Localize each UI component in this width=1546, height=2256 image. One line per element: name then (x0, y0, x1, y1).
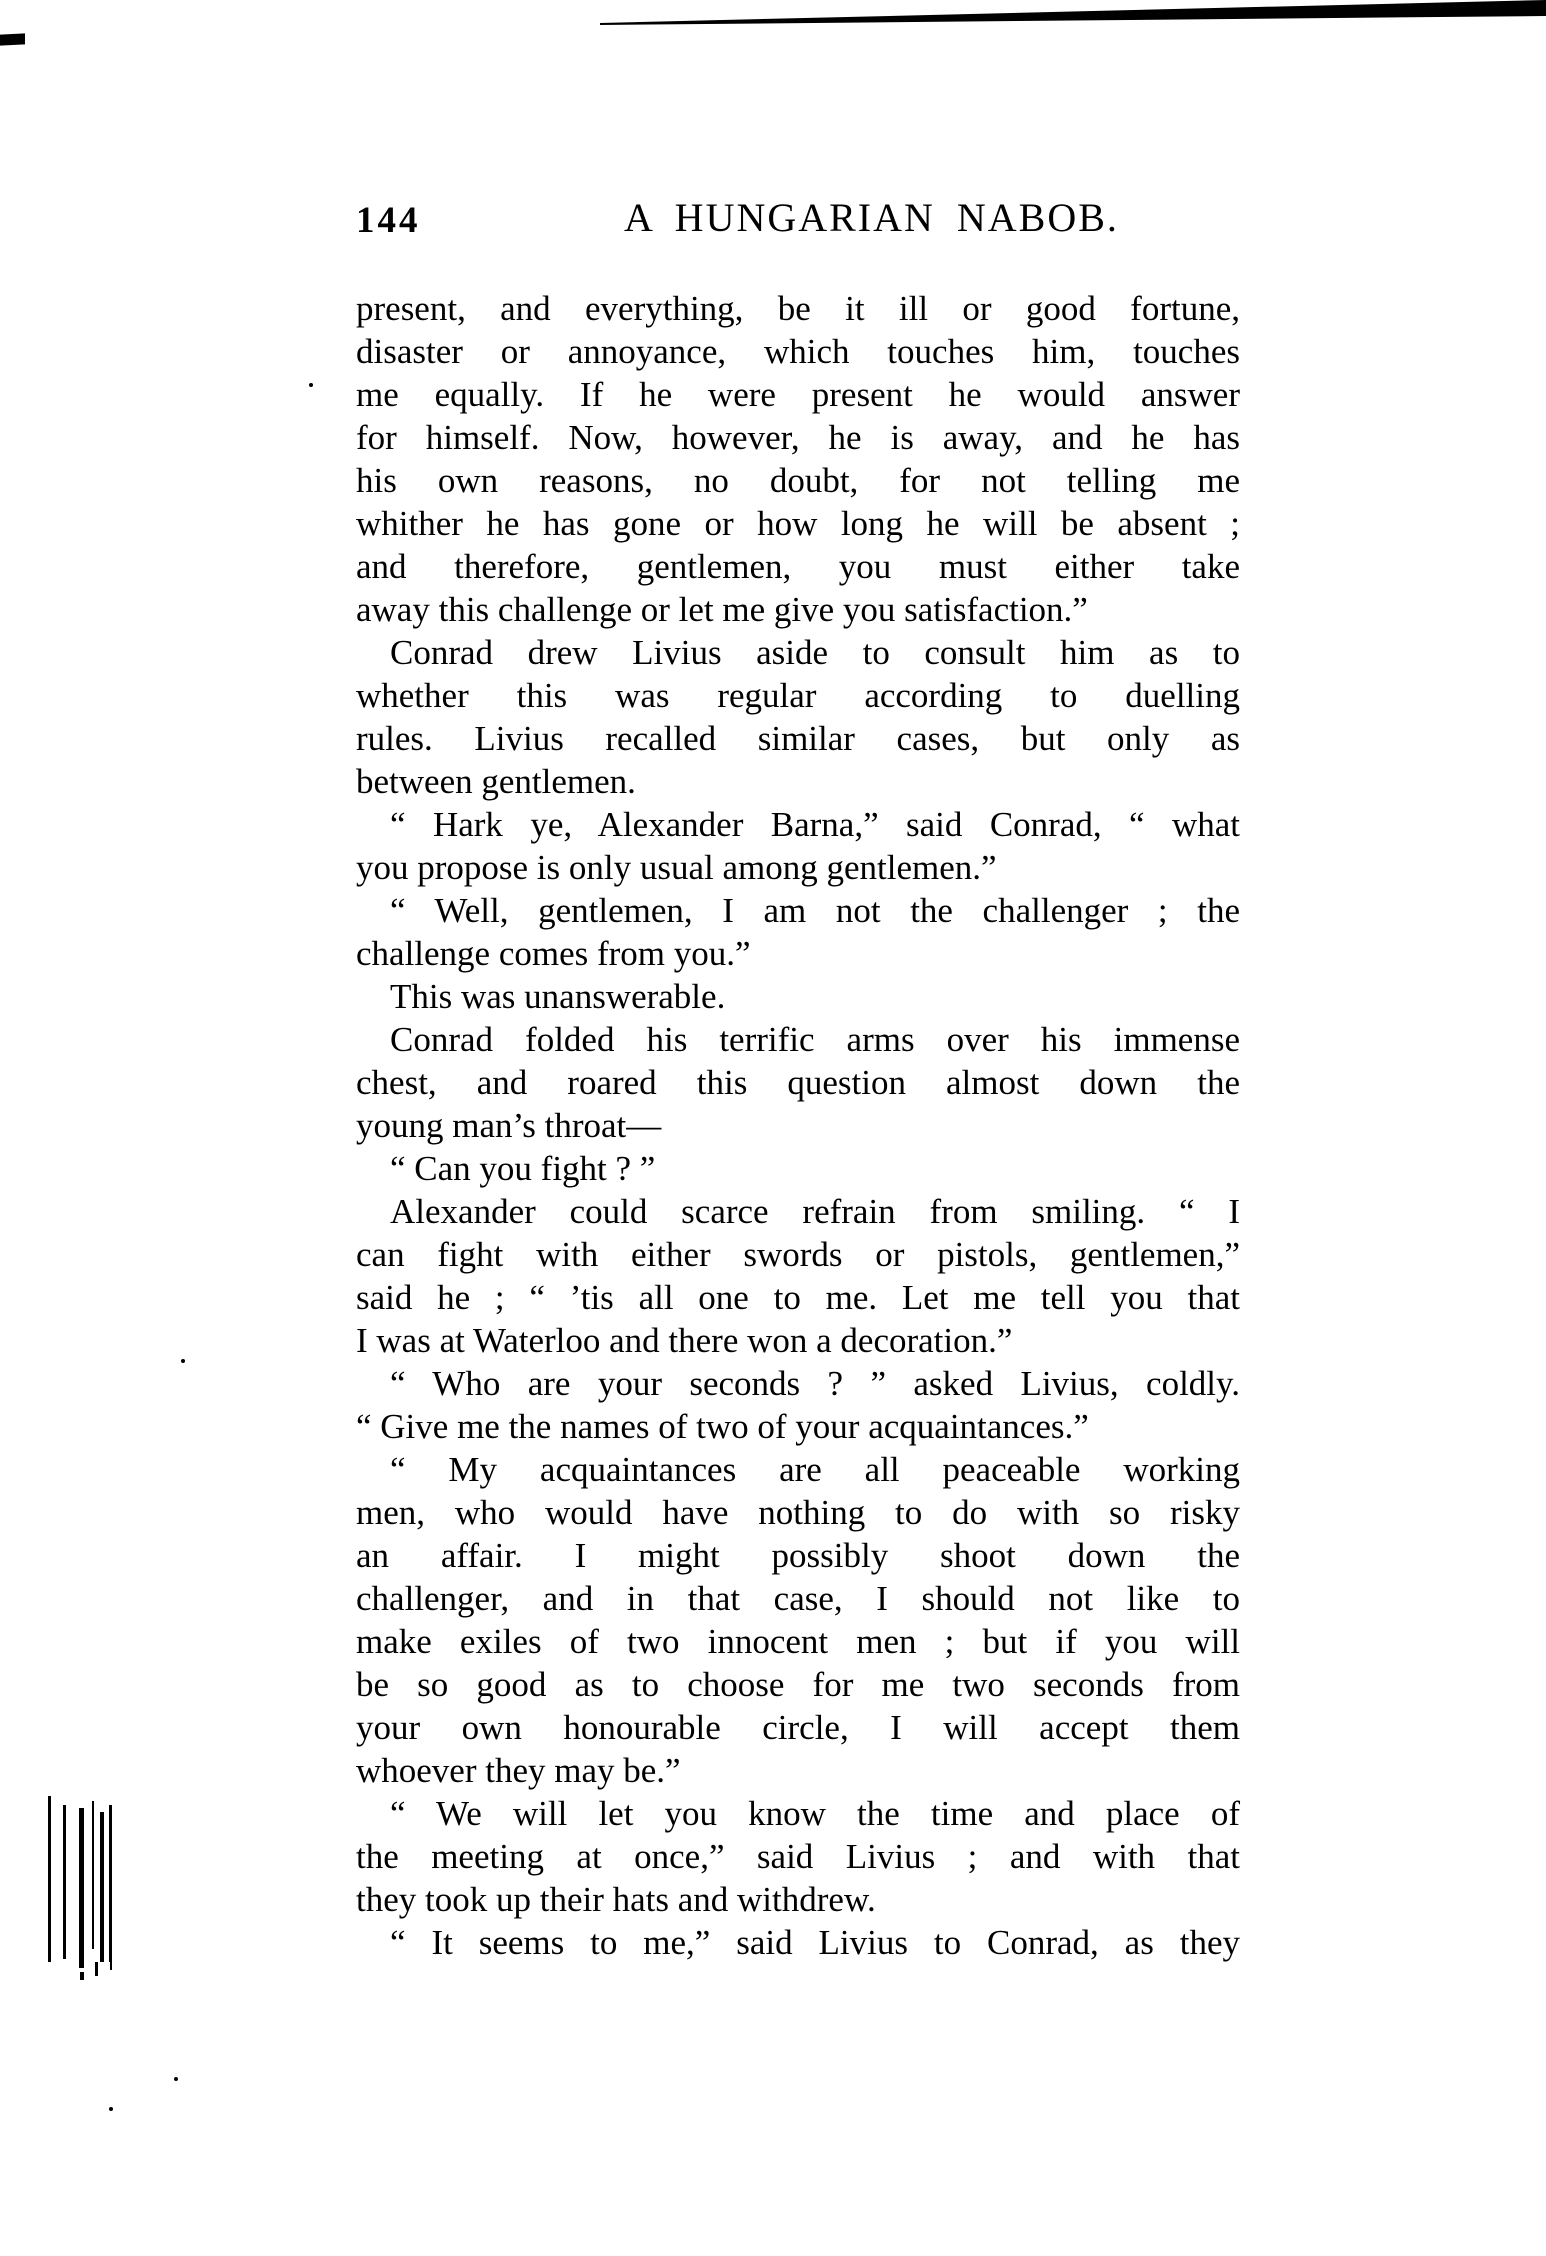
text-line: Conrad folded his terrific arms over his immense (390, 1020, 1240, 1059)
text-line: “ Well, gentlemen, I am not the challenger ; the (390, 891, 1240, 930)
text-line: young man’s throat— (356, 1106, 662, 1145)
text-line: disaster or annoyance, which touches him, touches (356, 332, 1240, 371)
text-body (356, 287, 1240, 1964)
text-line: Alexander could scarce refrain from smiling. “ I (390, 1192, 1240, 1231)
text-line: “ Can you fight ? ” (390, 1149, 656, 1188)
text-line: whether this was regular according to duelling (356, 676, 1240, 715)
text-line: Conrad drew Livius aside to consult him as to (390, 633, 1240, 672)
text-line: away this challenge or let me give you satisfaction.” (356, 590, 1088, 629)
text-line: challenger, and in that case, I should not like to (356, 1579, 1240, 1618)
scan-artifact-speck (309, 383, 313, 387)
text-line: you propose is only usual among gentlemen.” (356, 848, 997, 887)
scan-artifact-top-edge (0, 0, 1546, 30)
text-line: for himself. Now, however, he is away, and he has (356, 418, 1240, 457)
text-line: “ Hark ye, Alexander Barna,” said Conrad, “ what (390, 805, 1240, 844)
text-line: This was unanswerable. (390, 977, 726, 1016)
text-line: whoever they may be.” (356, 1751, 681, 1790)
text-line: between gentlemen. (356, 762, 636, 801)
text-line: “ It seems to me,” said Livius to Conrad, as they (390, 1923, 1240, 1962)
page-number: 144 (356, 200, 421, 241)
scan-artifact-pen-marks (0, 0, 130, 2000)
text-line: the meeting at once,” said Livius ; and with that (356, 1837, 1240, 1876)
text-line: an affair. I might possibly shoot down the (356, 1536, 1240, 1575)
text-line: me equally. If he were present he would answer (356, 375, 1240, 414)
text-line: they took up their hats and withdrew. (356, 1880, 876, 1919)
text-line: present, and everything, be it ill or good fortune, (356, 289, 1240, 328)
text-line: and therefore, gentlemen, you must either take (356, 547, 1240, 586)
text-line: rules. Livius recalled similar cases, but only as (356, 719, 1240, 758)
text-line: be so good as to choose for me two seconds from (356, 1665, 1240, 1704)
text-line: said he ; “ ’tis all one to me. Let me tell you that (356, 1278, 1240, 1317)
scan-artifact-speck (181, 1359, 185, 1363)
text-line: men, who would have nothing to do with so risky (356, 1493, 1240, 1532)
text-line: chest, and roared this question almost down the (356, 1063, 1240, 1102)
running-title: A HUNGARIAN NABOB. (624, 195, 1119, 240)
text-line: can fight with either swords or pistols, gentlemen,” (356, 1235, 1240, 1274)
scan-artifact-speck (109, 2107, 113, 2111)
scan-artifact-speck (174, 2077, 178, 2081)
text-line: “ We will let you know the time and place of (390, 1794, 1240, 1833)
text-line: your own honourable circle, I will accept them (356, 1708, 1240, 1747)
text-line: make exiles of two innocent men ; but if you will (356, 1622, 1240, 1661)
text-line: his own reasons, no doubt, for not telling me (356, 461, 1240, 500)
page-header (356, 196, 1240, 246)
text-line: I was at Waterloo and there won a decoration.” (356, 1321, 1013, 1360)
text-line: “ My acquaintances are all peaceable working (390, 1450, 1240, 1489)
text-line: “ Give me the names of two of your acquaintances.” (356, 1407, 1089, 1446)
text-line: whither he has gone or how long he will be absent ; (356, 504, 1240, 543)
text-line: “ Who are your seconds ? ” asked Livius, coldly. (390, 1364, 1240, 1403)
text-line: challenge comes from you.” (356, 934, 751, 973)
